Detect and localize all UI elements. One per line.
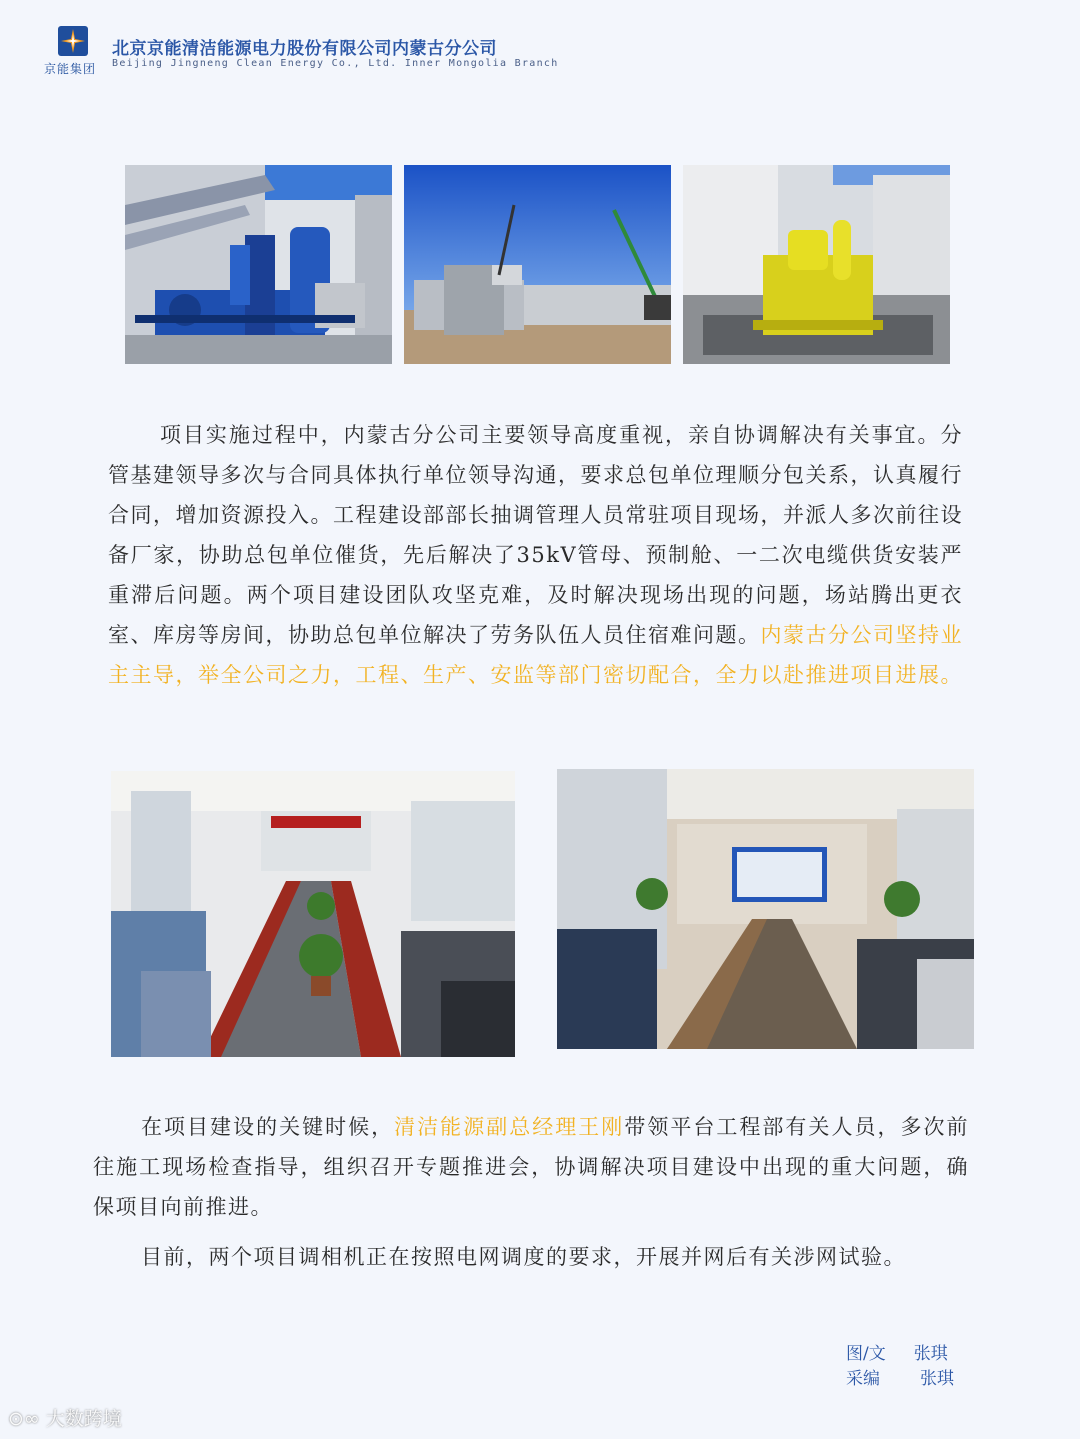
credit-label-editor: 采编 [846, 1369, 880, 1389]
paragraph-2-text-before: 在项目建设的关键时候， [141, 1115, 395, 1139]
credit-label-author: 图/文 [846, 1344, 886, 1364]
credit-row-editor [846, 1367, 954, 1392]
paragraph-2-highlight: 清洁能源副总经理王刚 [394, 1115, 625, 1139]
paragraph-2 [93, 1107, 969, 1227]
paragraph-1-highlight: 内蒙古分公司坚持业主主导，举全公司之力，工程、生产、安监等部门密切配合，全力以赴推进项目进展。 [108, 623, 963, 687]
photo-meeting-2 [557, 769, 974, 1049]
photo-equipment-blue [125, 165, 392, 364]
company-name-en: Beijing Jingneng Clean Energy Co., Ltd. Inner Mongolia Branch [112, 58, 559, 69]
logo-text: 京能集团 [44, 62, 97, 76]
watermark-icon: ⊙∞ [8, 1408, 46, 1430]
photo-equipment-yellow [683, 165, 950, 364]
jingneng-logo-icon [58, 26, 88, 56]
photo-site-crane [404, 165, 671, 364]
credit-row-author [846, 1342, 954, 1367]
credit-name-author: 张琪 [913, 1344, 948, 1364]
watermark [8, 1404, 122, 1431]
paragraph-1 [108, 415, 963, 695]
photo-meeting-1 [111, 771, 515, 1057]
company-logo [44, 26, 104, 80]
paragraph-1-text: 项目实施过程中，内蒙古分公司主要领导高度重视，亲自协调解决有关事宜。分管基建领导多次与合同具体执行单位领导沟通，要求总包单位理顺分包关系，认真履行合同，增加资源投入。工程建设部部长抽调管理人员常驻项目现场，并派人多次前往设备厂家，协助总包单位催货，先后解决了35kV管母、预制舱、一二次电缆供货安装严重滞后问题。两个项目建设团队攻坚克难，及时解决现场出现的问题，场站腾出更衣室、库房等房间，协助总包单位解决了劳务队伍人员住宿难问题。 [108, 423, 963, 647]
paragraph-2-text-after: 带领平台工程部有关人员，多次前往施工现场检查指导，组织召开专题推进会，协调解决项目建设中出现的重大问题，确保项目向前推进。 [93, 1115, 970, 1219]
paragraph-3 [93, 1237, 969, 1277]
credit-name-editor: 张琪 [920, 1369, 954, 1389]
watermark-text: 大数跨境 [45, 1408, 122, 1430]
credits-block [846, 1342, 954, 1392]
paragraph-3-text: 目前，两个项目调相机正在按照电网调度的要求，开展并网后有关涉网试验。 [141, 1245, 906, 1269]
company-name-cn: 北京京能清洁能源电力股份有限公司内蒙古分公司 [112, 39, 497, 59]
